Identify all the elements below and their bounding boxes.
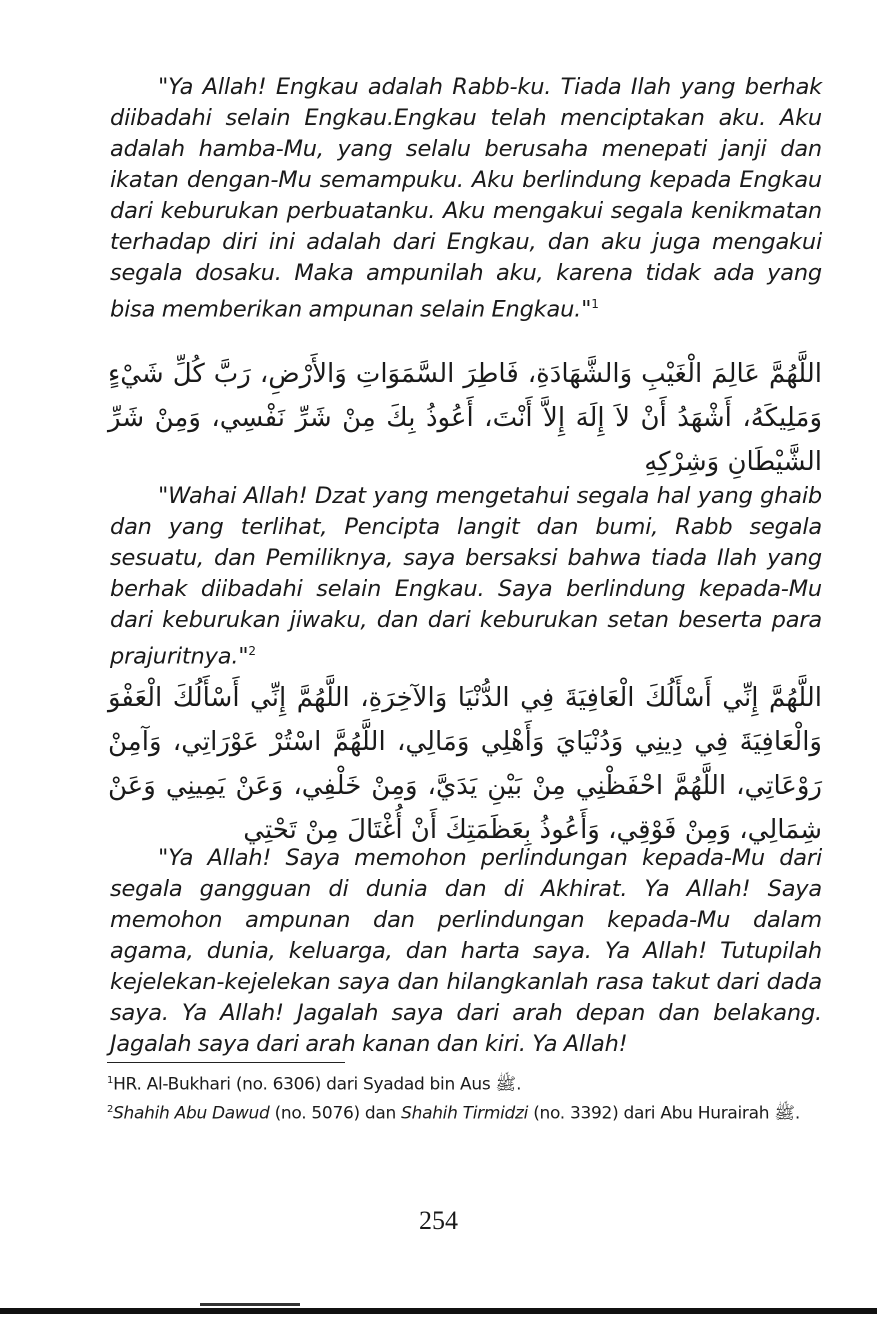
arabic-prayer-1: اللَّهُمَّ عَالِمَ الْغَيْبِ وَالشَّهَادَةِ، فَاطِرَ السَّمَوَاتِ وَالأَرْضِ، رَبَّ كُلِّ شَيْءٍ وَمَلِيكَهُ، أَشْهَدُ أَنْ لاَ إِلَهَ إِلاَّ أَنْتَ، أَعُوذُ بِكَ مِنْ شَرِّ نَفْسِي، وَمِنْ شَرِّ الشَّيْطَانِ وَشِرْكِهِ: [108, 359, 822, 477]
footnote-2: [107, 1097, 822, 1127]
scan-edge-mark: [200, 1303, 300, 1306]
footnote-ref-2: 2: [248, 644, 256, 658]
footnote-2-mark: 2: [107, 1104, 114, 1115]
paragraph-2-text: "Wahai Allah! Dzat yang mengetahui segala hal yang ghaib dan yang terlihat, Pencipta langit dan bumi, Rabb segala sesuatu, dan Pemiliknya, saya bersaksi bahwa tiada Ilah yang berhak diibadahi selain Engkau. Saya berlindung kepada-Mu dari keburukan jiwaku, dan dari keburukan setan beserta para prajuritnya.": [110, 483, 822, 670]
paragraph-1-text: "Ya Allah! Engkau adalah Rabb-ku. Tiada Ilah yang berhak diibadahi selain Engkau.Engkau telah menciptakan aku. Aku adalah hamba-Mu, yang selalu berusaha menepati janji dan ikatan dengan-Mu semampuku. Aku berlindung kepada Engkau dari keburukan perbuatanku. Aku mengakui segala kenikmatan terhadap diri ini adalah dari Engkau, dan aku juga mengakui segala dosaku. Maka ampunilah aku, karena tidak ada yang bisa memberikan ampunan selain Engkau.": [110, 74, 822, 323]
paragraph-3-text: "Ya Allah! Saya memohon perlindungan kepada-Mu dari segala gangguan di dunia dan di Akhirat. Ya Allah! Saya memohon ampunan dan perlindungan kepada-Mu dalam agama, dunia, keluarga, dan harta saya. Ya Allah! Tutupilah kejelekan-kejelekan saya dan hilangkanlah rasa takut dari dada saya. Ya Allah! Jagalah saya dari arah depan dan belakang. Jagalah saya dari arah kanan dan kiri. Ya Allah!: [110, 845, 822, 1057]
footnote-2-source-1: Shahih Abu Dawud: [113, 1103, 270, 1124]
translation-paragraph-1: [110, 72, 822, 326]
arabic-prayer-2: اللَّهُمَّ إِنِّي أَسْأَلُكَ الْعَافِيَةَ فِي الدُّنْيَا وَالآخِرَةِ، اللَّهُمَّ إِنِّي أَسْأَلُكَ الْعَفْوَ وَالْعَافِيَةَ فِي دِينِي وَدُنْيَايَ وَأَهْلِي وَمَالِي، اللَّهُمَّ اسْتُرْ عَوْرَاتِي، وَآمِنْ رَوْعَاتِي، اللَّهُمَّ احْفَظْنِي مِنْ بَيْنِ يَدَيَّ، وَمِنْ خَلْفِي، وَعَنْ يَمِينِي وَعَنْ شِمَالِي، وَمِنْ فَوْقِي، وَأَعُوذُ بِعَظَمَتِكَ أَنْ أُغْتَالَ مِنْ تَحْتِي: [108, 683, 822, 845]
footnote-divider: [107, 1062, 345, 1063]
footnote-1: [107, 1068, 822, 1098]
footnote-1-text: HR. Al-Bukhari (no. 6306) dari Syadad bin Aus ﷺ.: [113, 1074, 522, 1095]
scan-bottom-edge: [0, 1308, 877, 1314]
footnote-2-source-2: Shahih Tirmidzi: [401, 1103, 529, 1124]
translation-paragraph-3: [110, 843, 822, 1060]
footnote-2-middle: (no. 5076) dan: [269, 1103, 402, 1124]
translation-paragraph-2: [110, 481, 822, 673]
footnote-2-end: (no. 3392) dari Abu Hurairah ﷺ.: [528, 1103, 801, 1124]
page-number: 254: [419, 1206, 458, 1235]
footnote-ref-1: 1: [591, 297, 599, 311]
footnote-1-mark: 1: [107, 1075, 114, 1086]
